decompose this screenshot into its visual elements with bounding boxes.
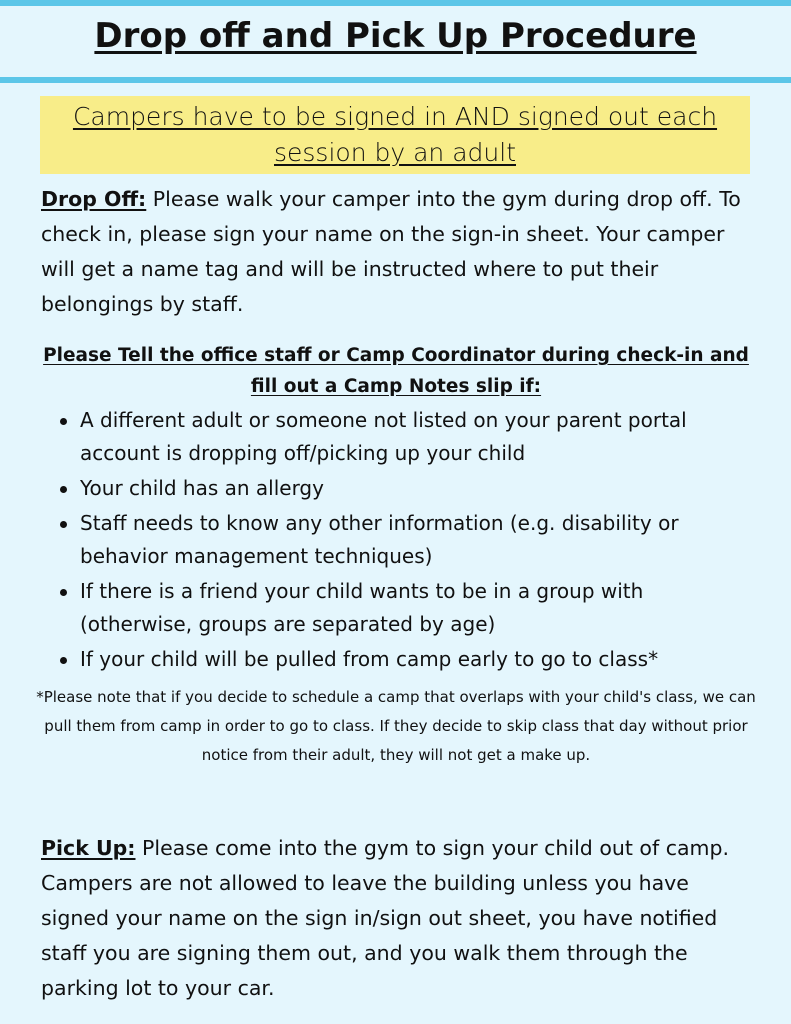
bullet-icon: [60, 486, 67, 493]
list-item: [40, 507, 760, 573]
list-item: [40, 404, 760, 470]
title-divider: [0, 77, 791, 83]
pick-up-text: Please come into the gym to sign your child out of camp. Campers are not allowed to leave the building unless you have signed your name on the sign in/sign out sheet, you have notified staff you are signing them out, and you walk them through the parking lot to your car.: [41, 836, 730, 1000]
highlight-notice: Campers have to be signed in AND signed out each session by an adult: [72, 102, 718, 167]
notify-heading: Please Tell the office staff or Camp Coordinator during check-in and fill out a Camp Notes slip if:: [43, 345, 749, 397]
list-item: [40, 472, 760, 505]
top-divider: [0, 0, 791, 6]
list-item: [40, 575, 760, 641]
pick-up-label: Pick Up:: [41, 836, 136, 860]
pick-up-section: [41, 831, 756, 1006]
list-item-text: Staff needs to know any other information (e.g. disability or behavior management techniques): [80, 511, 679, 568]
list-item-text: Your child has an allergy: [80, 476, 324, 500]
bullet-icon: [60, 521, 67, 528]
list-item: [40, 643, 760, 676]
drop-off-label: Drop Off:: [41, 187, 147, 211]
list-item-text: A different adult or someone not listed on your parent portal account is dropping off/picking up your child: [80, 408, 687, 465]
bullet-icon: [60, 418, 67, 425]
drop-off-section: [41, 182, 756, 322]
bullet-icon: [60, 589, 67, 596]
notify-list: [40, 404, 760, 678]
list-item-text: If your child will be pulled from camp early to go to class*: [80, 647, 659, 671]
list-item-text: If there is a friend your child wants to be in a group with (otherwise, groups are separated by age): [80, 579, 644, 636]
bullet-icon: [60, 657, 67, 664]
footnote: *Please note that if you decide to schedule a camp that overlaps with your child's class, we can pull them from camp in order to go to class. If they decide to skip class that day without prior notice from their adult, they will not get a make up.: [36, 688, 756, 764]
page-title: Drop off and Pick Up Procedure: [94, 16, 697, 56]
drop-off-text: Please walk your camper into the gym during drop off. To check in, please sign your name on the sign-in sheet. Your camper will get a name tag and will be instructed where to put their belongings by staff.: [41, 187, 741, 316]
